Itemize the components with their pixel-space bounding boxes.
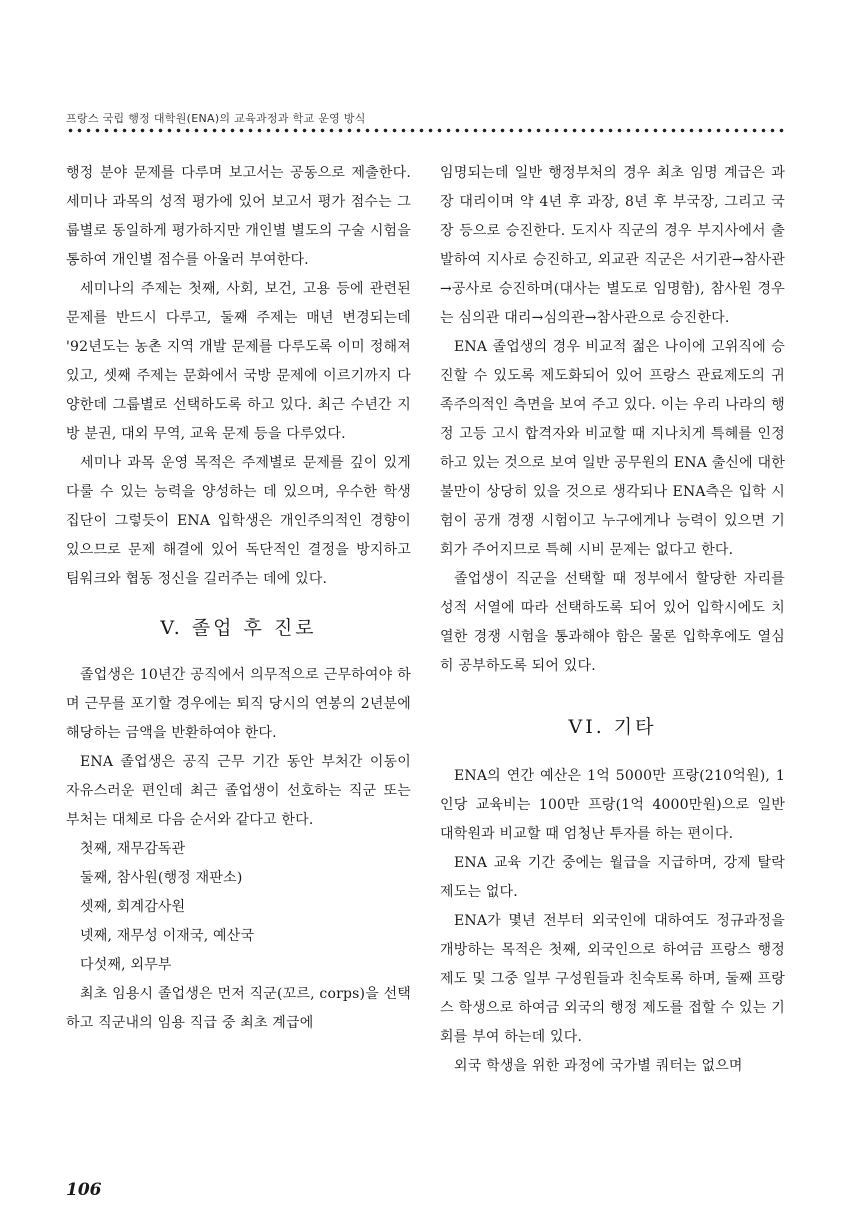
body-paragraph: 졸업생은 10년간 공직에서 의무적으로 근무하여야 하며 근무를 포기할 경우에는 퇴직 당시의 연봉의 2년분에 해당하는 금액을 반환하여야 한다. (66, 667, 411, 741)
body-paragraph: ENA 졸업생은 공직 근무 기간 동안 부처간 이동이 자유스러운 편인데 최근 졸업생이 선호하는 직군 또는 부처는 대체로 다음 순서와 같다고 한다. (66, 754, 411, 828)
dotted-divider (66, 127, 784, 134)
section-title-career: V. 졸업 후 진로 (160, 617, 317, 639)
body-paragraph: ENA 졸업생의 경우 비교적 젊은 나이에 고위직에 승진할 수 있도록 제도화되어 있어 프랑스 관료제도의 귀족주의적인 측면을 보여 주고 있다. 이는 우리 나라의 행정 고등 고시 합격자와 비교할 때 지나치게 특혜를 인정하고 있는 것으로 보여 일반 공무원의 ENA 출신에 대한 불만이 상당히 있을 것으로 생각되나 ENA측은 입학 시험이 공개 경쟁 시험이고 누구에게나 능력이 있으면 기회가 주어지므로 특혜 시비 문제는 없다고 한다. (440, 339, 785, 558)
body-paragraph: 외국 학생을 위한 과정에 국가별 쿼터는 없으며 (454, 1058, 743, 1074)
section-title-other: VI. 기타 (568, 716, 657, 738)
body-paragraph: 졸업생이 직군을 선택할 때 정부에서 할당한 자리를 성적 서열에 따라 선택하도록 되어 있어 입학시에도 치열한 경쟁 시험을 통과해야 함은 물론 입학후에도 열심히 공부하도록 되어 있다. (440, 571, 785, 674)
list-item: 넷째, 재무성 이재국, 예산국 (80, 928, 255, 944)
list-item: 다섯째, 외무부 (80, 957, 172, 973)
body-paragraph: 세미나 과목 운영 목적은 주제별로 문제를 깊이 있게 다룰 수 있는 능력을 양성하는 데 있으며, 우수한 학생 집단이 그렇듯이 ENA 입학생은 개인주의적인 경향이 있으므로 문제 해결에 있어 독단적인 결정을 방지하고 팀워크와 협동 정신을 길러주는 데에 있다. (66, 455, 411, 587)
body-paragraph: ENA 교육 기간 중에는 월급을 지급하며, 강제 탈락 제도는 없다. (440, 855, 785, 900)
list-item: 둘째, 참사원(행정 재판소) (80, 870, 243, 886)
body-paragraph: 임명되는데 일반 행정부처의 경우 최초 임명 계급은 과장 대리이며 약 4년 후 과장, 8년 후 부국장, 그리고 국장 등으로 승진한다. 도지사 직군의 경우 부지사에서 출발하여 지사로 승진하고, 외교관 직군은 서기관→참사관→공사로 승진하며(대사는 별도로 임명함), 참사원 경우는 심의관 대리→심의관→참사관으로 승진한다. (440, 165, 785, 326)
right-column (440, 159, 785, 1081)
body-paragraph: 최초 임용시 졸업생은 먼저 직군(꼬르, corps)을 선택하고 직군내의 임용 직급 중 최초 계급에 (66, 986, 412, 1031)
page-number: 106 (66, 1180, 102, 1200)
list-item: 첫째, 재무감독관 (80, 841, 186, 857)
list-item: 셋째, 회계감사원 (80, 899, 186, 915)
body-paragraph: ENA가 몇년 전부터 외국인에 대하여도 정규과정을 개방하는 목적은 첫째, 외국인으로 하여금 프랑스 행정 제도 및 그중 일부 구성원들과 친숙토록 하며, 둘째 프랑스 학생으로 하여금 외국의 행정 제도를 접할 수 있는 기회를 부여 하는데 있다. (440, 913, 785, 1045)
running-header: 프랑스 국립 행정 대학원(ENA)의 교육과정과 학교 운영 방식 (66, 112, 366, 125)
left-column (66, 159, 411, 1038)
body-paragraph: 세미나의 주제는 첫째, 사회, 보건, 고용 등에 관련된 문제를 반드시 다루고, 둘째 주제는 매년 변경되는데 '92년도는 농촌 지역 개발 문제를 다루도록 이미 정해져 있고, 셋째 주제는 문화에서 국방 문제에 이르기까지 다양한데 그룹별로 선택하도록 하고 있다. 최근 수년간 지방 분권, 대외 무역, 교육 문제 등을 다루었다. (66, 281, 411, 442)
body-paragraph: ENA의 연간 예산은 1억 5000만 프랑(210억원), 1인당 교육비는 100만 프랑(1억 4000만원)으로 일반 대학원과 비교할 때 엄청난 투자를 하는 편이다. (440, 768, 785, 842)
body-paragraph: 행정 분야 문제를 다루며 보고서는 공동으로 제출한다. 세미나 과목의 성적 평가에 있어 보고서 평가 점수는 그룹별로 동일하게 평가하지만 개인별 별도의 구술 시험을 통하여 개인별 점수를 아울러 부여한다. (66, 165, 411, 268)
